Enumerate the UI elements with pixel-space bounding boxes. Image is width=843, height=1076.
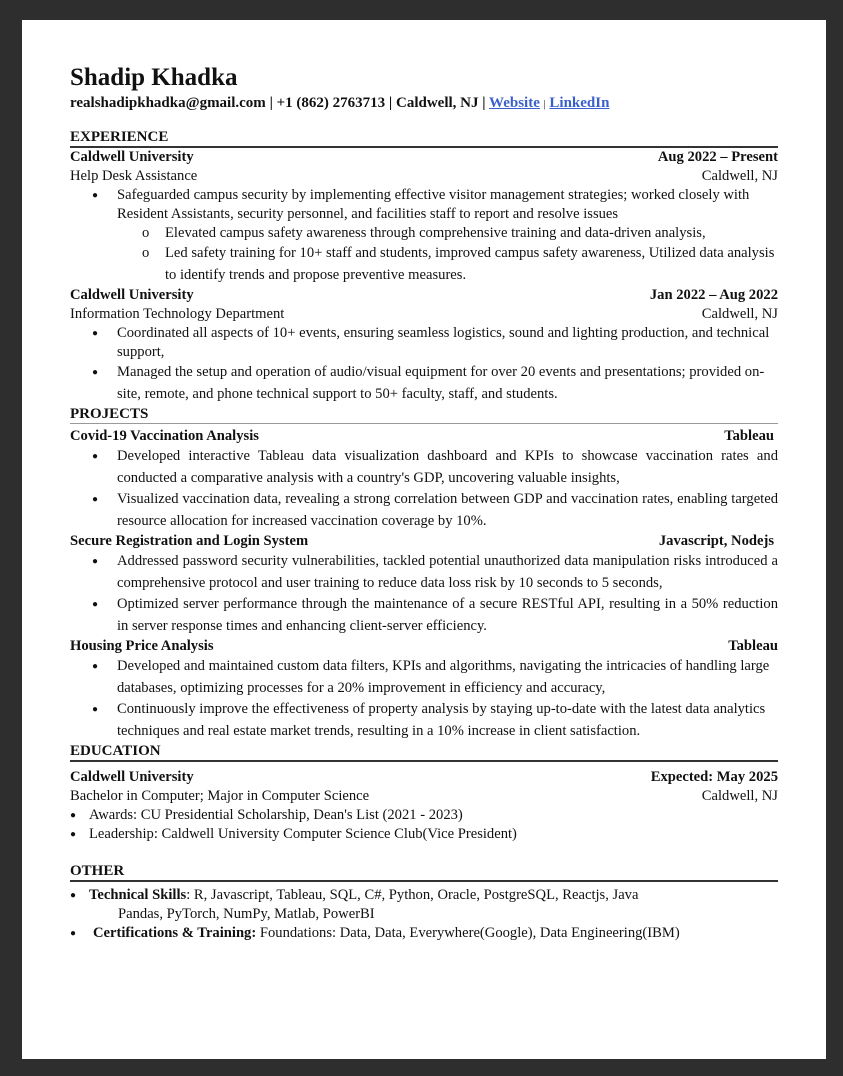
- list-item: ● Visualized vaccination data, revealing a strong correlation between GDP and vaccination rates, enabling targeted resource allocation for increased vaccination coverage by 10%.: [70, 489, 778, 532]
- list-item: ● Developed and maintained custom data filters, KPIs and algorithms, navigating the intricacies of handling large databases, optimizing processes for a 20% improvement in efficiency and accuracy,: [70, 656, 778, 699]
- separator: |: [388, 95, 393, 111]
- section-experience: EXPERIENCE: [70, 128, 778, 148]
- list-item: ● Safeguarded campus security by implementing effective visitor management strategies; worked closely with Resident Assistants, security personnel, and facilities staff to report and resolve issues: [70, 186, 778, 224]
- edu-dates: Expected: May 2025: [650, 769, 778, 785]
- section-education: EDUCATION: [70, 742, 778, 762]
- phone: +1 (862) 2763713: [276, 95, 386, 111]
- edu-location: Caldwell, NJ: [701, 788, 778, 804]
- separator: |: [482, 95, 486, 111]
- project-name: Covid-19 Vaccination Analysis: [70, 428, 259, 444]
- project-tech: Javascript, Nodejs: [658, 533, 774, 549]
- candidate-name: Shadip Khadka: [70, 64, 238, 91]
- project-name: Secure Registration and Login System: [70, 533, 309, 549]
- list-item: o Led safety training for 10+ staff and students, improved campus safety awareness, Utilized data analysis to identify trends and propose preventive measures.: [70, 243, 778, 286]
- job-location: Caldwell, NJ: [701, 306, 778, 322]
- email: realshadipkhadka@gmail.com: [70, 95, 266, 111]
- project-tech: Tableau: [728, 638, 778, 654]
- job-location: Caldwell, NJ: [701, 168, 778, 184]
- list-item-certs: [70, 924, 778, 943]
- list-item: o Elevated campus safety awareness through comprehensive training and data-driven analysis,: [70, 224, 778, 243]
- school: Caldwell University: [70, 769, 194, 785]
- list-item: ● Leadership: Caldwell University Computer Science Club(Vice President): [70, 825, 778, 844]
- section-projects: PROJECTS: [70, 405, 778, 424]
- resume-page: [22, 20, 826, 1059]
- job-dates: Aug 2022 – Present: [657, 149, 778, 165]
- degree: Bachelor in Computer; Major in Computer Science: [70, 788, 370, 804]
- job-dates: Jan 2022 – Aug 2022: [649, 287, 778, 303]
- list-item: ● Coordinated all aspects of 10+ events, ensuring seamless logistics, sound and lighting production, and technical support,: [70, 324, 778, 362]
- location: Caldwell, NJ: [395, 95, 479, 111]
- list-item: ● Developed interactive Tableau data visualization dashboard and KPIs to showcase vaccination rates and conducted a comparative analysis with a country's GDP, uncovering valuable insights,: [70, 446, 778, 489]
- job-org: Caldwell University: [70, 149, 194, 165]
- certs-text: Foundations: Data, Data, Everywhere(Google), Data Engineering(IBM): [256, 925, 680, 941]
- list-item: ● Awards: CU Presidential Scholarship, Dean's List (2021 - 2023): [70, 806, 778, 825]
- linkedin-link[interactable]: LinkedIn: [549, 95, 610, 111]
- website-link[interactable]: Website: [489, 95, 540, 111]
- contact-line: [70, 94, 778, 114]
- list-item: ● Managed the setup and operation of audio/visual equipment for over 20 events and presentations; provided on-site, remote, and phone technical support to 50+ faculty, staff, and students.: [70, 362, 778, 405]
- project-tech: Tableau: [724, 428, 774, 444]
- list-item: ● Addressed password security vulnerabilities, tackled potential unauthorized data manipulation risks introduced a comprehensive protocol and user training to reduce data loss risk by 10 seconds to 5 seconds,: [70, 551, 778, 594]
- list-item: ● Optimized server performance through the maintenance of a secure RESTful API, resulting in a 50% reduction in server response times and enhancing client-server efficiency.: [70, 594, 778, 637]
- skills-text: : R, Javascript, Tableau, SQL, C#, Python, Oracle, PostgreSQL, Reactjs, Java: [186, 887, 639, 903]
- skills-label: Technical Skills: [89, 887, 187, 903]
- job-role: Information Technology Department: [70, 306, 285, 322]
- list-item-skills: [70, 886, 778, 924]
- project-name: Housing Price Analysis: [70, 638, 214, 654]
- skills-text-2: Pandas, PyTorch, NumPy, Matlab, PowerBI: [118, 906, 375, 922]
- separator: |: [543, 99, 546, 110]
- certs-label: Certifications & Training:: [93, 925, 257, 941]
- job-role: Help Desk Assistance: [70, 168, 198, 184]
- job-org: Caldwell University: [70, 287, 194, 303]
- list-item: ● Continuously improve the effectiveness of property analysis by staying up-to-date with the latest data analytics techniques and real estate market trends, resulting in a 10% increase in client satisfaction.: [70, 699, 778, 742]
- separator: |: [269, 95, 273, 111]
- section-other: OTHER: [70, 862, 778, 882]
